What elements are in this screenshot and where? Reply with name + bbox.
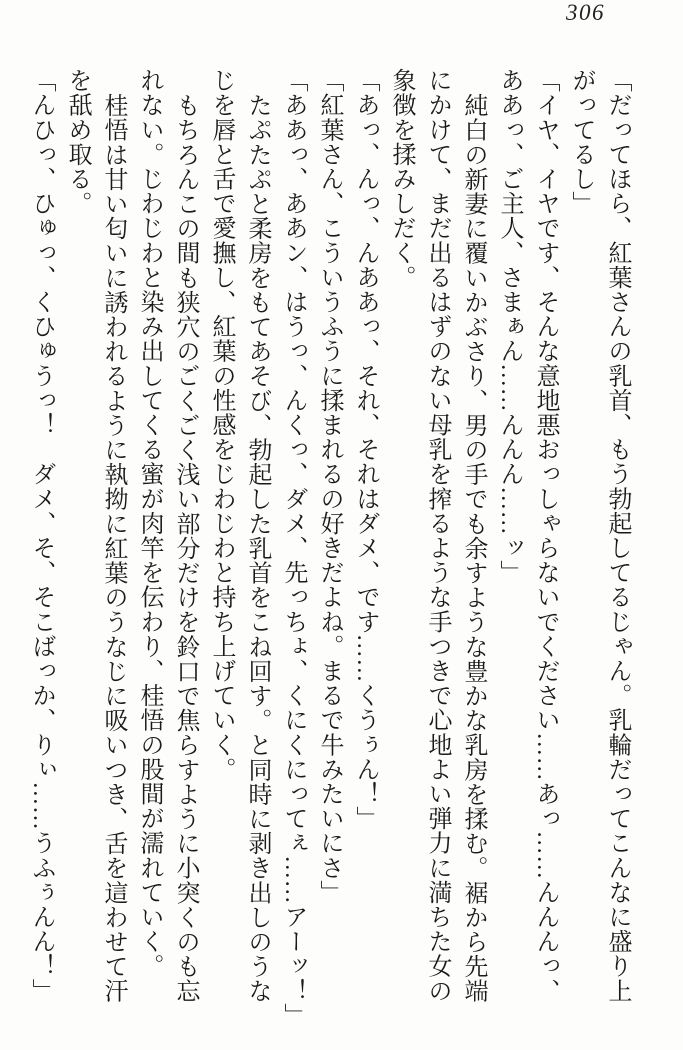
- text-line: 桂悟は甘い匂いに誘われるように執拗に紅葉のうなじに吸いつき、舌を這わせて汗: [100, 93, 126, 1004]
- text-line: れない。じわじわと染み出してくる蜜が肉竿を伝わり、桂悟の股間が濡れていく。: [136, 68, 162, 979]
- text-line: にかけて、まだ出るはずのない母乳を搾るような手つきで心地よい弾力に満ちた女の: [424, 68, 450, 1003]
- text-line: もちろんこの間も狭穴のごくごく浅い部分だけを鈴口で焦らすように小突くのも忘: [172, 93, 198, 1004]
- text-line: 「んひっ、ひゅっ、くひゅうっ！ ダメ、そ、そこばっか、りぃ……うふぅんん！」: [28, 68, 54, 1003]
- text-line: じを唇と舌で愛撫し、紅葉の性感をじわじわと持ち上げていく。: [208, 68, 234, 782]
- text-line: がってるし」: [568, 68, 594, 216]
- text-line: を舐め取る。: [64, 68, 90, 216]
- text-line: 「だってほら、紅葉さんの乳首、もう勃起してるじゃん。乳輪だってこんなに盛り上: [604, 68, 630, 1003]
- text-block: [23, 68, 635, 1028]
- text-line: 「あっ、んっ、んああっ、それ、それはダメ、です……くうぅん！」: [352, 68, 378, 831]
- text-line: 「イヤ、イヤです、そんな意地悪おっしゃらないでください……あっ……んんんっ、: [532, 68, 558, 1003]
- text-line: 象徴を揉みしだく。: [388, 68, 414, 290]
- text-line: 純白の新妻に覆いかぶさり、男の手でも余すような豊かな乳房を揉む。裾から先端: [460, 93, 486, 1004]
- text-line: 「ああっ、ああン、はうっ、んくっ、ダメ、先っちょ、くにくにってぇ……アーッ！」: [280, 68, 306, 1028]
- text-line: たぷたぷと柔房をもてあそび、勃起した乳首をこね回す。と同時に剥き出しのうな: [244, 93, 270, 1004]
- text-line: 「紅葉さん、こういうふうに揉まれるの好きだよね。まるで牛みたいにさ」: [316, 68, 342, 905]
- text-line: ああっ、ご主人、さまぁん……んんん……ッ」: [496, 68, 522, 585]
- page-number: 306: [566, 0, 605, 25]
